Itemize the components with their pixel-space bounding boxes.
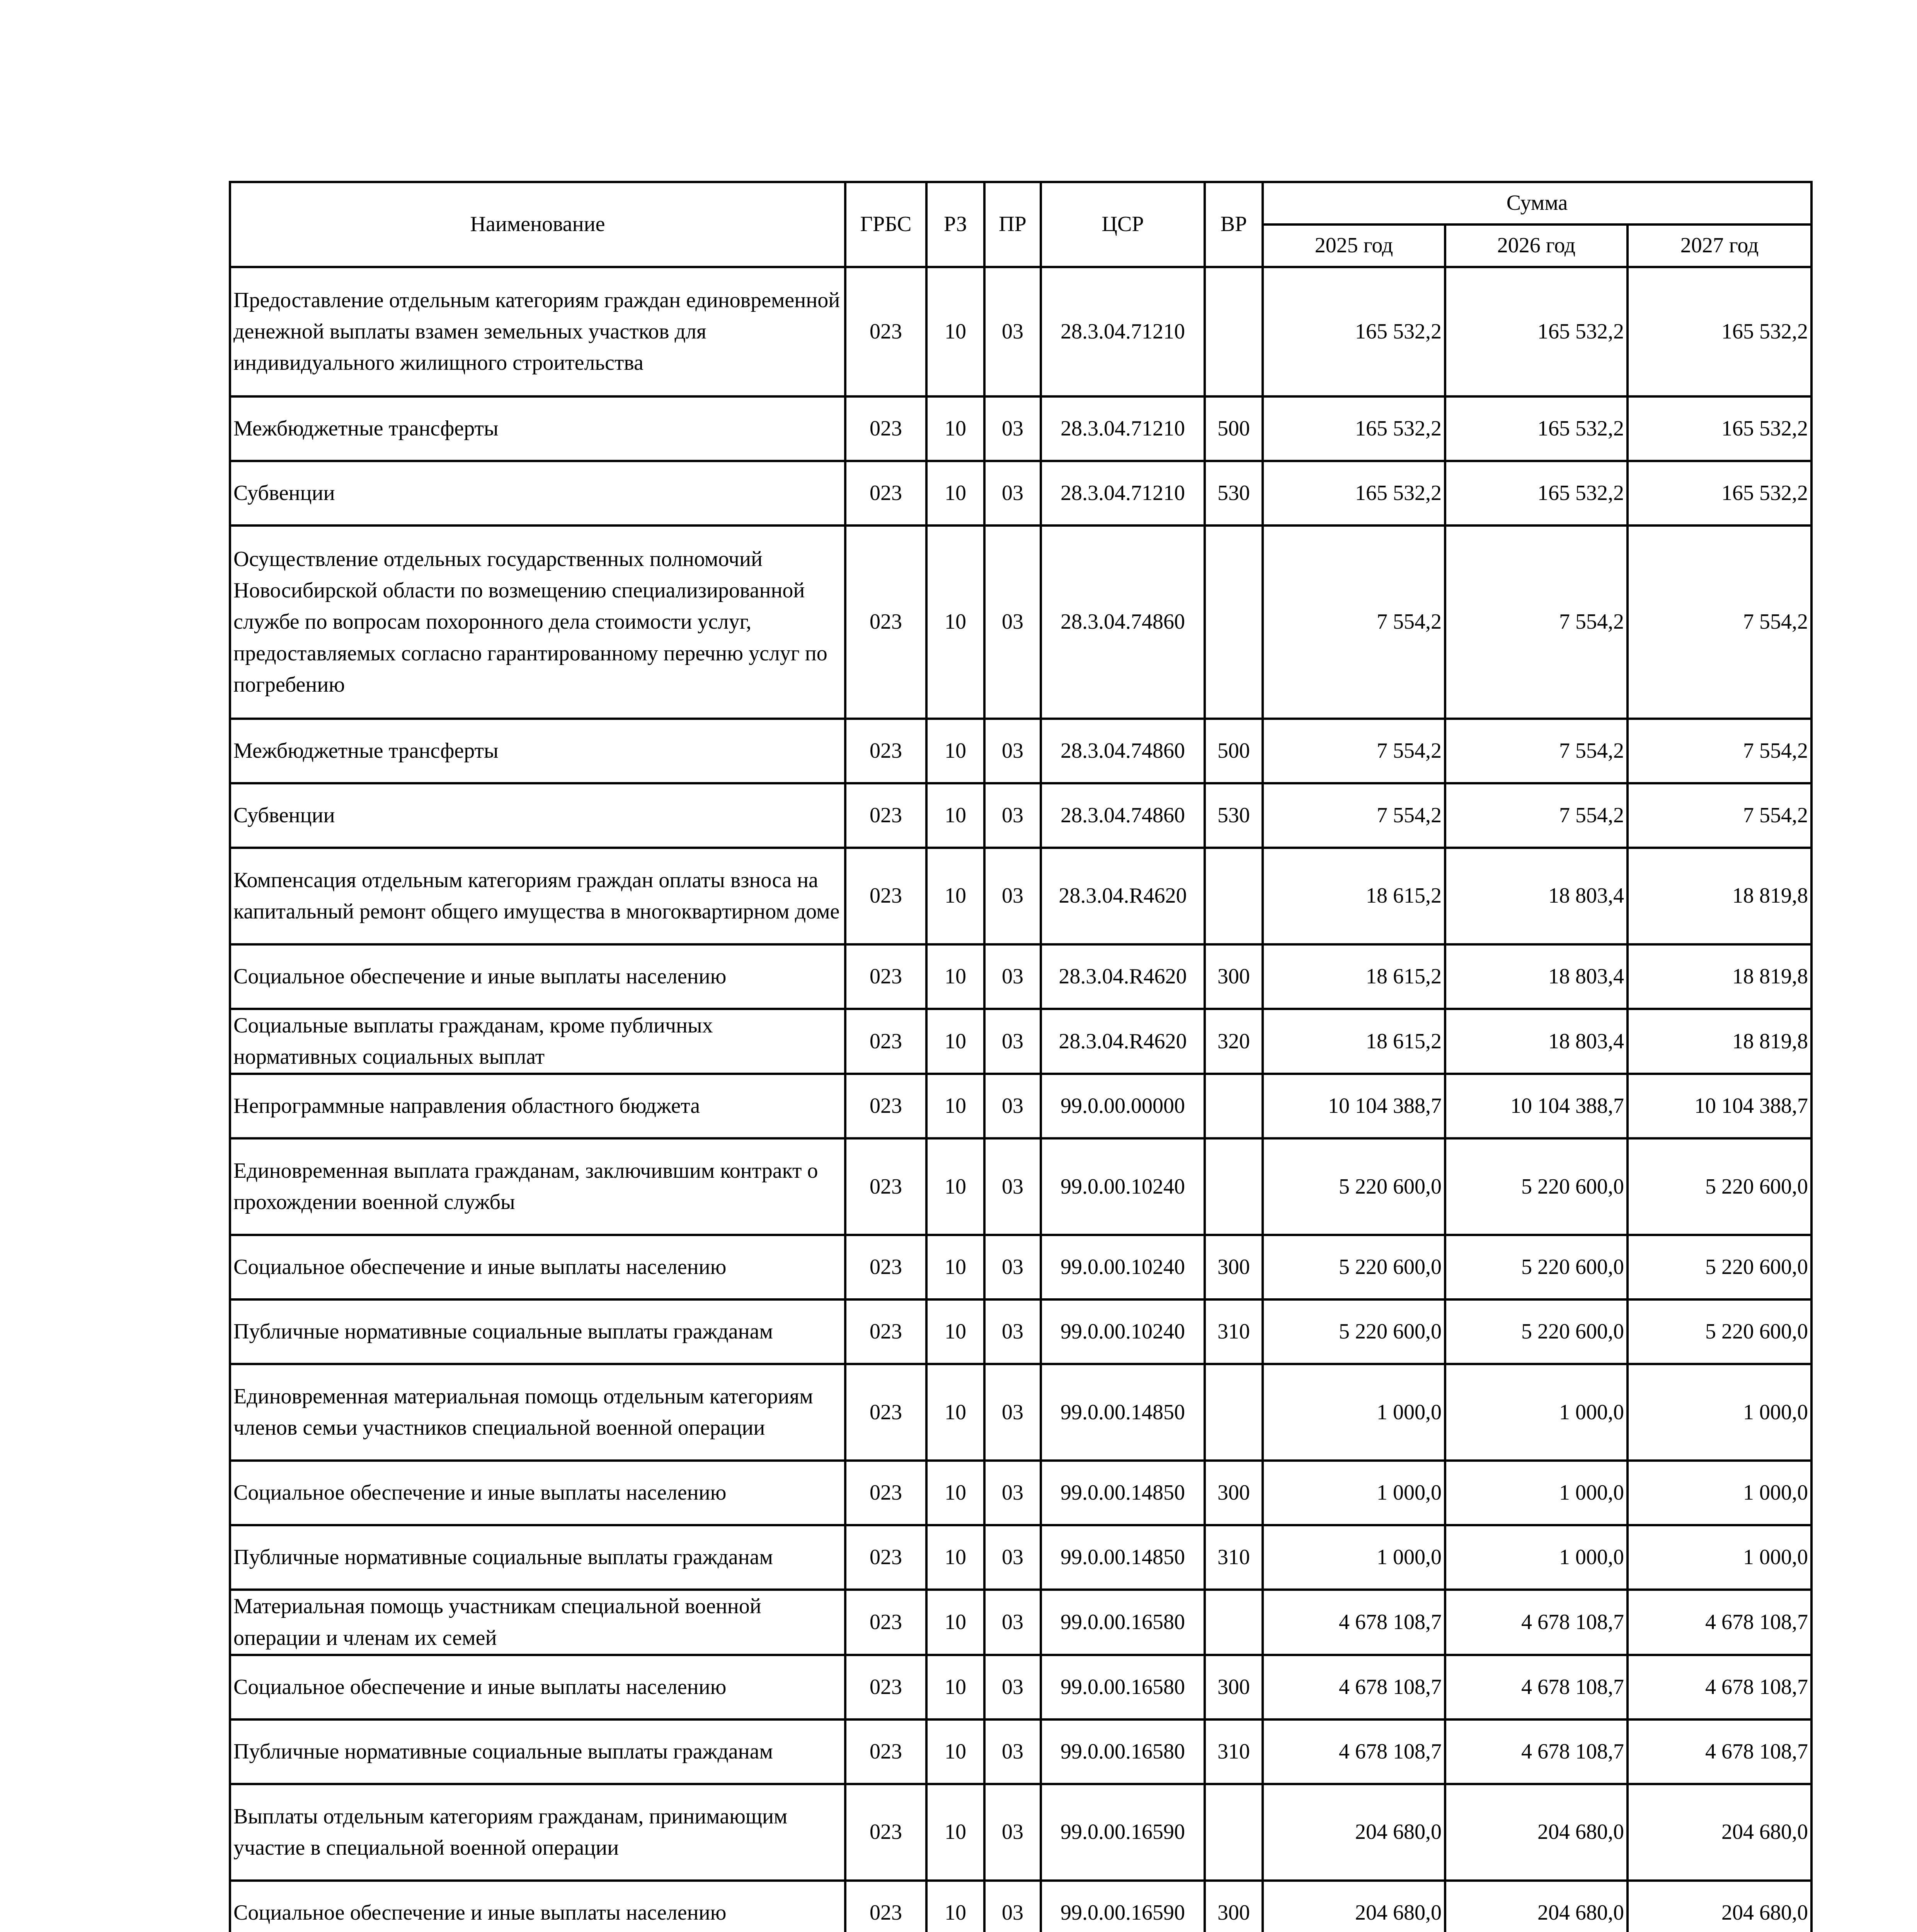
row-name-cell: Социальное обеспечение и иные выплаты населению [230, 1235, 845, 1299]
row-sum-2025-cell: 7 554,2 [1263, 526, 1445, 719]
row-vr-cell [1205, 1364, 1263, 1461]
table-row [230, 1525, 1811, 1590]
row-vr-cell [1205, 1138, 1263, 1235]
row-pr-cell: 03 [984, 396, 1041, 461]
row-rz-cell: 10 [926, 1461, 984, 1525]
row-grbs-cell: 023 [845, 1590, 926, 1655]
row-sum-2027-cell: 204 680,0 [1628, 1784, 1811, 1881]
row-sum-2027-cell: 165 532,2 [1628, 267, 1811, 396]
row-sum-2026-cell: 4 678 108,7 [1445, 1590, 1628, 1655]
row-vr-cell: 310 [1205, 1525, 1263, 1590]
row-grbs-cell: 023 [845, 461, 926, 526]
row-rz-cell: 10 [926, 1235, 984, 1299]
table-row [230, 461, 1811, 526]
row-csr-cell: 28.3.04.74860 [1041, 526, 1205, 719]
row-sum-2027-cell: 204 680,0 [1628, 1881, 1811, 1932]
row-vr-cell [1205, 1074, 1263, 1138]
row-grbs-cell: 023 [845, 267, 926, 396]
row-name-cell: Социальное обеспечение и иные выплаты населению [230, 1461, 845, 1525]
row-sum-2026-cell: 18 803,4 [1445, 944, 1628, 1009]
header-rz: РЗ [926, 182, 984, 267]
row-sum-2026-cell: 4 678 108,7 [1445, 1719, 1628, 1784]
table-row [230, 1461, 1811, 1525]
row-sum-2027-cell: 18 819,8 [1628, 944, 1811, 1009]
row-pr-cell: 03 [984, 1074, 1041, 1138]
row-sum-2027-cell: 7 554,2 [1628, 719, 1811, 783]
table-header [230, 182, 1811, 267]
table-body [230, 267, 1811, 1932]
row-sum-2026-cell: 18 803,4 [1445, 848, 1628, 944]
row-rz-cell: 10 [926, 526, 984, 719]
row-rz-cell: 10 [926, 396, 984, 461]
header-year-2027: 2027 год [1628, 224, 1811, 267]
row-csr-cell: 28.3.04.71210 [1041, 396, 1205, 461]
row-grbs-cell: 023 [845, 1719, 926, 1784]
row-pr-cell: 03 [984, 1235, 1041, 1299]
table-row [230, 1719, 1811, 1784]
row-sum-2025-cell: 165 532,2 [1263, 461, 1445, 526]
row-name-cell: Социальные выплаты гражданам, кроме публичных нормативных социальных выплат [230, 1009, 845, 1074]
row-sum-2025-cell: 165 532,2 [1263, 396, 1445, 461]
header-year-2026: 2026 год [1445, 224, 1628, 267]
row-name-cell: Межбюджетные трансферты [230, 396, 845, 461]
row-sum-2026-cell: 18 803,4 [1445, 1009, 1628, 1074]
row-sum-2025-cell: 5 220 600,0 [1263, 1138, 1445, 1235]
budget-table [229, 181, 1813, 1932]
row-grbs-cell: 023 [845, 526, 926, 719]
row-csr-cell: 99.0.00.16580 [1041, 1719, 1205, 1784]
row-name-cell: Материальная помощь участникам специальной военной операции и членам их семей [230, 1590, 845, 1655]
row-csr-cell: 99.0.00.10240 [1041, 1299, 1205, 1364]
table-row [230, 396, 1811, 461]
row-vr-cell: 300 [1205, 1881, 1263, 1932]
row-rz-cell: 10 [926, 719, 984, 783]
row-sum-2025-cell: 1 000,0 [1263, 1525, 1445, 1590]
row-csr-cell: 28.3.04.R4620 [1041, 944, 1205, 1009]
row-rz-cell: 10 [926, 1299, 984, 1364]
row-name-cell: Непрограммные направления областного бюджета [230, 1074, 845, 1138]
table-row [230, 1590, 1811, 1655]
row-csr-cell: 28.3.04.74860 [1041, 783, 1205, 848]
row-sum-2027-cell: 7 554,2 [1628, 783, 1811, 848]
row-sum-2025-cell: 1 000,0 [1263, 1364, 1445, 1461]
row-rz-cell: 10 [926, 267, 984, 396]
row-rz-cell: 10 [926, 848, 984, 944]
row-csr-cell: 99.0.00.14850 [1041, 1364, 1205, 1461]
row-sum-2027-cell: 1 000,0 [1628, 1525, 1811, 1590]
row-pr-cell: 03 [984, 1525, 1041, 1590]
table-row [230, 1235, 1811, 1299]
row-sum-2025-cell: 204 680,0 [1263, 1784, 1445, 1881]
row-rz-cell: 10 [926, 1074, 984, 1138]
row-name-cell: Выплаты отдельным категориям гражданам, принимающим участие в специальной военной операции [230, 1784, 845, 1881]
row-rz-cell: 10 [926, 1138, 984, 1235]
row-sum-2025-cell: 4 678 108,7 [1263, 1655, 1445, 1719]
row-grbs-cell: 023 [845, 783, 926, 848]
row-rz-cell: 10 [926, 1590, 984, 1655]
row-pr-cell: 03 [984, 1590, 1041, 1655]
row-sum-2026-cell: 7 554,2 [1445, 783, 1628, 848]
row-rz-cell: 10 [926, 1719, 984, 1784]
row-csr-cell: 99.0.00.14850 [1041, 1461, 1205, 1525]
row-pr-cell: 03 [984, 1364, 1041, 1461]
row-pr-cell: 03 [984, 461, 1041, 526]
row-csr-cell: 99.0.00.14850 [1041, 1525, 1205, 1590]
row-vr-cell: 300 [1205, 944, 1263, 1009]
row-name-cell: Социальное обеспечение и иные выплаты населению [230, 1881, 845, 1932]
table-row [230, 848, 1811, 944]
header-vr: ВР [1205, 182, 1263, 267]
row-grbs-cell: 023 [845, 719, 926, 783]
row-sum-2027-cell: 4 678 108,7 [1628, 1719, 1811, 1784]
row-sum-2027-cell: 4 678 108,7 [1628, 1655, 1811, 1719]
row-grbs-cell: 023 [845, 1138, 926, 1235]
row-sum-2027-cell: 4 678 108,7 [1628, 1590, 1811, 1655]
table-row [230, 1299, 1811, 1364]
row-sum-2025-cell: 7 554,2 [1263, 783, 1445, 848]
row-pr-cell: 03 [984, 267, 1041, 396]
row-sum-2025-cell: 4 678 108,7 [1263, 1590, 1445, 1655]
row-vr-cell [1205, 1784, 1263, 1881]
row-pr-cell: 03 [984, 783, 1041, 848]
row-grbs-cell: 023 [845, 848, 926, 944]
row-pr-cell: 03 [984, 944, 1041, 1009]
row-csr-cell: 99.0.00.16580 [1041, 1590, 1205, 1655]
row-grbs-cell: 023 [845, 396, 926, 461]
row-csr-cell: 28.3.04.71210 [1041, 461, 1205, 526]
row-rz-cell: 10 [926, 1525, 984, 1590]
row-vr-cell: 500 [1205, 719, 1263, 783]
row-rz-cell: 10 [926, 461, 984, 526]
row-sum-2027-cell: 1 000,0 [1628, 1461, 1811, 1525]
row-grbs-cell: 023 [845, 1009, 926, 1074]
row-sum-2025-cell: 204 680,0 [1263, 1881, 1445, 1932]
table-row [230, 1364, 1811, 1461]
row-name-cell: Субвенции [230, 461, 845, 526]
row-name-cell: Субвенции [230, 783, 845, 848]
row-rz-cell: 10 [926, 1364, 984, 1461]
row-grbs-cell: 023 [845, 1461, 926, 1525]
table-row [230, 1009, 1811, 1074]
row-vr-cell: 300 [1205, 1461, 1263, 1525]
row-vr-cell: 300 [1205, 1235, 1263, 1299]
row-vr-cell: 320 [1205, 1009, 1263, 1074]
row-grbs-cell: 023 [845, 1364, 926, 1461]
row-sum-2027-cell: 7 554,2 [1628, 526, 1811, 719]
row-sum-2026-cell: 7 554,2 [1445, 526, 1628, 719]
row-rz-cell: 10 [926, 1784, 984, 1881]
row-pr-cell: 03 [984, 1719, 1041, 1784]
table-row [230, 526, 1811, 719]
row-name-cell: Единовременная выплата гражданам, заключившим контракт о прохождении военной службы [230, 1138, 845, 1235]
row-pr-cell: 03 [984, 1655, 1041, 1719]
row-name-cell: Социальное обеспечение и иные выплаты населению [230, 1655, 845, 1719]
row-sum-2026-cell: 5 220 600,0 [1445, 1235, 1628, 1299]
row-grbs-cell: 023 [845, 1299, 926, 1364]
row-name-cell: Публичные нормативные социальные выплаты гражданам [230, 1719, 845, 1784]
row-pr-cell: 03 [984, 1299, 1041, 1364]
row-sum-2026-cell: 165 532,2 [1445, 461, 1628, 526]
row-sum-2026-cell: 204 680,0 [1445, 1881, 1628, 1932]
row-sum-2027-cell: 1 000,0 [1628, 1364, 1811, 1461]
row-sum-2026-cell: 5 220 600,0 [1445, 1138, 1628, 1235]
row-grbs-cell: 023 [845, 944, 926, 1009]
row-sum-2025-cell: 18 615,2 [1263, 1009, 1445, 1074]
row-csr-cell: 28.3.04.R4620 [1041, 1009, 1205, 1074]
row-sum-2025-cell: 5 220 600,0 [1263, 1299, 1445, 1364]
row-vr-cell [1205, 848, 1263, 944]
row-grbs-cell: 023 [845, 1784, 926, 1881]
row-csr-cell: 99.0.00.16580 [1041, 1655, 1205, 1719]
row-rz-cell: 10 [926, 1655, 984, 1719]
row-csr-cell: 99.0.00.16590 [1041, 1881, 1205, 1932]
header-csr: ЦСР [1041, 182, 1205, 267]
row-grbs-cell: 023 [845, 1235, 926, 1299]
row-sum-2027-cell: 18 819,8 [1628, 1009, 1811, 1074]
row-sum-2025-cell: 10 104 388,7 [1263, 1074, 1445, 1138]
row-sum-2027-cell: 165 532,2 [1628, 461, 1811, 526]
row-sum-2025-cell: 1 000,0 [1263, 1461, 1445, 1525]
row-sum-2026-cell: 204 680,0 [1445, 1784, 1628, 1881]
table-row [230, 1074, 1811, 1138]
row-sum-2026-cell: 10 104 388,7 [1445, 1074, 1628, 1138]
row-vr-cell: 310 [1205, 1299, 1263, 1364]
row-sum-2027-cell: 5 220 600,0 [1628, 1299, 1811, 1364]
row-sum-2027-cell: 5 220 600,0 [1628, 1235, 1811, 1299]
row-rz-cell: 10 [926, 1009, 984, 1074]
row-name-cell: Компенсация отдельным категориям граждан оплаты взноса на капитальный ремонт общего имущества в многоквартирном доме [230, 848, 845, 944]
row-name-cell: Публичные нормативные социальные выплаты гражданам [230, 1299, 845, 1364]
row-pr-cell: 03 [984, 1461, 1041, 1525]
row-csr-cell: 99.0.00.16590 [1041, 1784, 1205, 1881]
row-name-cell: Осуществление отдельных государственных полномочий Новосибирской области по возмещению специализированной службе по вопросам похоронного дела стоимости услуг, предоставляемых согласно гарантированному перечню услуг по погребению [230, 526, 845, 719]
row-vr-cell: 500 [1205, 396, 1263, 461]
row-grbs-cell: 023 [845, 1881, 926, 1932]
row-vr-cell: 530 [1205, 783, 1263, 848]
table-row [230, 1138, 1811, 1235]
row-sum-2027-cell: 5 220 600,0 [1628, 1138, 1811, 1235]
row-vr-cell [1205, 526, 1263, 719]
row-sum-2026-cell: 4 678 108,7 [1445, 1655, 1628, 1719]
row-pr-cell: 03 [984, 1784, 1041, 1881]
row-vr-cell: 530 [1205, 461, 1263, 526]
header-year-2025: 2025 год [1263, 224, 1445, 267]
row-vr-cell: 300 [1205, 1655, 1263, 1719]
row-sum-2026-cell: 165 532,2 [1445, 267, 1628, 396]
row-name-cell: Социальное обеспечение и иные выплаты населению [230, 944, 845, 1009]
row-vr-cell [1205, 1590, 1263, 1655]
row-grbs-cell: 023 [845, 1525, 926, 1590]
row-pr-cell: 03 [984, 1138, 1041, 1235]
row-pr-cell: 03 [984, 1009, 1041, 1074]
row-vr-cell: 310 [1205, 1719, 1263, 1784]
row-csr-cell: 99.0.00.10240 [1041, 1138, 1205, 1235]
header-sum: Сумма [1263, 182, 1811, 224]
row-sum-2026-cell: 1 000,0 [1445, 1525, 1628, 1590]
row-grbs-cell: 023 [845, 1655, 926, 1719]
header-pr: ПР [984, 182, 1041, 267]
row-sum-2027-cell: 18 819,8 [1628, 848, 1811, 944]
table-row [230, 1784, 1811, 1881]
row-sum-2027-cell: 165 532,2 [1628, 396, 1811, 461]
row-sum-2025-cell: 18 615,2 [1263, 944, 1445, 1009]
row-sum-2025-cell: 18 615,2 [1263, 848, 1445, 944]
row-sum-2025-cell: 165 532,2 [1263, 267, 1445, 396]
table-row [230, 1655, 1811, 1719]
row-vr-cell [1205, 267, 1263, 396]
row-sum-2025-cell: 5 220 600,0 [1263, 1235, 1445, 1299]
row-grbs-cell: 023 [845, 1074, 926, 1138]
header-grbs: ГРБС [845, 182, 926, 267]
row-rz-cell: 10 [926, 783, 984, 848]
row-csr-cell: 28.3.04.R4620 [1041, 848, 1205, 944]
row-csr-cell: 99.0.00.00000 [1041, 1074, 1205, 1138]
row-sum-2026-cell: 1 000,0 [1445, 1461, 1628, 1525]
row-pr-cell: 03 [984, 1881, 1041, 1932]
row-rz-cell: 10 [926, 944, 984, 1009]
table-row [230, 267, 1811, 396]
row-csr-cell: 99.0.00.10240 [1041, 1235, 1205, 1299]
row-pr-cell: 03 [984, 848, 1041, 944]
row-sum-2026-cell: 1 000,0 [1445, 1364, 1628, 1461]
row-sum-2025-cell: 4 678 108,7 [1263, 1719, 1445, 1784]
row-sum-2027-cell: 10 104 388,7 [1628, 1074, 1811, 1138]
row-pr-cell: 03 [984, 719, 1041, 783]
header-name: Наименование [230, 182, 845, 267]
row-name-cell: Межбюджетные трансферты [230, 719, 845, 783]
table-row [230, 783, 1811, 848]
table-row [230, 1881, 1811, 1932]
row-sum-2026-cell: 5 220 600,0 [1445, 1299, 1628, 1364]
row-csr-cell: 28.3.04.74860 [1041, 719, 1205, 783]
table-row [230, 719, 1811, 783]
row-csr-cell: 28.3.04.71210 [1041, 267, 1205, 396]
row-sum-2025-cell: 7 554,2 [1263, 719, 1445, 783]
row-name-cell: Предоставление отдельным категориям граждан единовременной денежной выплаты взамен земельных участков для индивидуального жилищного строительства [230, 267, 845, 396]
row-name-cell: Публичные нормативные социальные выплаты гражданам [230, 1525, 845, 1590]
row-sum-2026-cell: 7 554,2 [1445, 719, 1628, 783]
row-rz-cell: 10 [926, 1881, 984, 1932]
row-name-cell: Единовременная материальная помощь отдельным категориям членов семьи участников специальной военной операции [230, 1364, 845, 1461]
row-sum-2026-cell: 165 532,2 [1445, 396, 1628, 461]
table-row [230, 944, 1811, 1009]
row-pr-cell: 03 [984, 526, 1041, 719]
